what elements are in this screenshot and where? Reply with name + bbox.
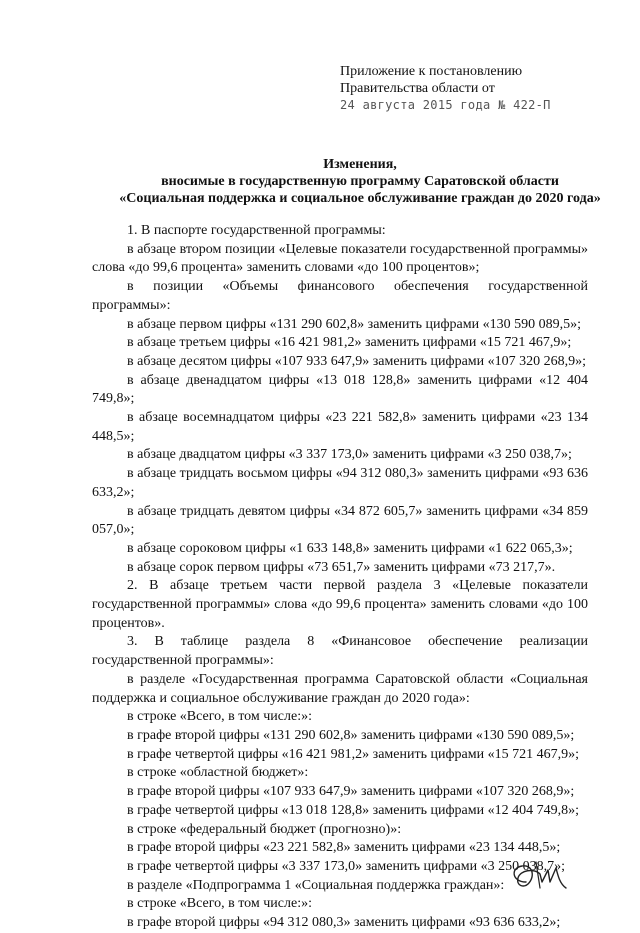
handwritten-signature	[506, 852, 568, 896]
paragraph-23: в строке «федеральный бюджет (прогнозно)»:	[127, 821, 402, 837]
paragraph-3: в позиции «Объемы финансового обеспечения государственной программы»:	[92, 279, 588, 313]
paragraph-9: в абзаце двадцатом цифры «3 337 173,0» заменить цифрами «3 250 038,7»;	[127, 447, 572, 463]
paragraph-15: 3. В таблице раздела 8 «Финансовое обеспечение реализации государственной программы»:	[92, 634, 588, 669]
document-body	[92, 222, 588, 933]
paragraph-19: в графе четвертой цифры «16 421 981,2» заменить цифрами «15 721 467,9»;	[127, 746, 579, 762]
document-title	[60, 156, 640, 207]
paragraph-16: в разделе «Государственная программа Саратовской области «Социальная поддержка и социальное обслуживание граждан до 2020 года»:	[92, 671, 588, 706]
paragraph-14: 2. В абзаце третьем части первой раздела 3 «Целевые показатели государственной программы» слова «до 99,6 процента» заменить словами «до 100 процентов».	[92, 578, 588, 631]
paragraph-20: в строке «областной бюджет»:	[127, 765, 309, 781]
paragraph-18: в графе второй цифры «131 290 602,8» заменить цифрами «130 590 089,5»;	[127, 727, 575, 743]
paragraph-13: в абзаце сорок первом цифры «73 651,7» заменить цифрами «73 217,7».	[127, 559, 556, 575]
paragraph-2: в абзаце втором позиции «Целевые показатели государственной программы» слова «до 99,6 процента» заменить словами «до 100 процентов»;	[92, 241, 588, 276]
title-line-2: вносимые в государственную программу Саратовской области	[161, 174, 559, 189]
paragraph-10: в абзаце тридцать восьмом цифры «94 312 080,3» заменить цифрами «93 636 633,2»;	[92, 466, 588, 500]
paragraph-8: в абзаце восемнадцатом цифры «23 221 582,8» заменить цифрами «23 134 448,5»;	[92, 410, 588, 444]
paragraph-17: в строке «Всего, в том числе:»:	[127, 709, 312, 725]
title-line-3: «Социальная поддержка и социальное обслуживание граждан до 2020 года»	[119, 191, 601, 206]
appendix-line-2: Правительства области от	[340, 81, 495, 96]
date-number-stamp: 24 августа 2015 года № 422-П	[340, 98, 551, 112]
paragraph-7: в абзаце двенадцатом цифры «13 018 128,8» заменить цифрами «12 404 749,8»;	[92, 372, 588, 407]
paragraph-6: в абзаце десятом цифры «107 933 647,9» заменить цифрами «107 320 268,9»;	[127, 353, 587, 369]
paragraph-12: в абзаце сороковом цифры «1 633 148,8» заменить цифрами «1 622 065,3»;	[127, 540, 573, 556]
paragraph-28: в графе второй цифры «94 312 080,3» заменить цифрами «93 636 633,2»;	[127, 915, 561, 931]
paragraph-5: в абзаце третьем цифры «16 421 981,2» заменить цифрами «15 721 467,9»;	[127, 335, 572, 351]
appendix-line-1: Приложение к постановлению	[340, 64, 523, 79]
paragraph-24: в графе второй цифры «23 221 582,8» заменить цифрами «23 134 448,5»;	[127, 840, 561, 856]
paragraph-26: в разделе «Подпрограмма 1 «Социальная поддержка граждан»:	[127, 877, 505, 893]
paragraph-4: в абзаце первом цифры «131 290 602,8» заменить цифрами «130 590 089,5»;	[127, 316, 581, 332]
appendix-header	[340, 63, 551, 112]
title-line-1: Изменения,	[323, 157, 397, 172]
paragraph-1: 1. В паспорте государственной программы:	[127, 223, 386, 238]
paragraph-11: в абзаце тридцать девятом цифры «34 872 605,7» заменить цифрами «34 859 057,0»;	[92, 503, 588, 538]
paragraph-27: в строке «Всего, в том числе:»:	[127, 896, 312, 912]
paragraph-21: в графе второй цифры «107 933 647,9» заменить цифрами «107 320 268,9»;	[127, 784, 575, 800]
paragraph-25: в графе четвертой цифры «3 337 173,0» заменить цифрами «3 250 038,7»;	[127, 858, 565, 874]
paragraph-22: в графе четвертой цифры «13 018 128,8» заменить цифрами «12 404 749,8»;	[127, 802, 579, 818]
